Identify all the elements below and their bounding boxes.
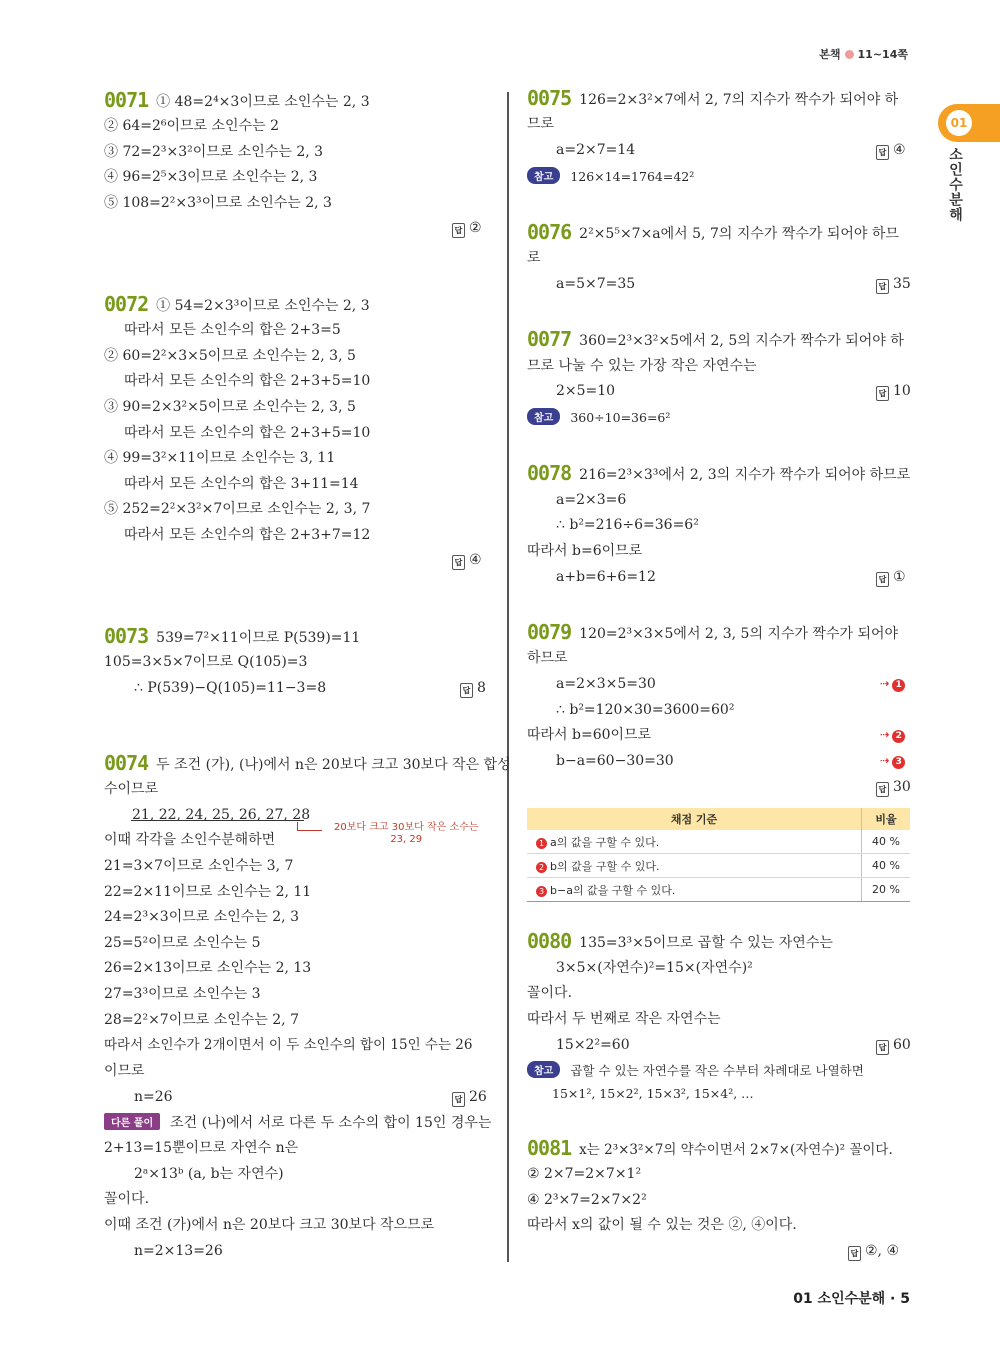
answer-icon: 답 <box>876 1040 889 1055</box>
line-text: ① 54=2×3³이므로 소인수는 2, 3 <box>156 298 370 314</box>
chapter-title: 소인수분해 <box>947 147 963 222</box>
header-pages: 11~14쪽 <box>857 48 908 61</box>
line-text: 두 조건 (가), (나)에서 n은 20보다 크고 30보다 작은 합성 <box>156 757 511 773</box>
problem-line <box>104 88 370 114</box>
page-number: 5 <box>900 1291 910 1307</box>
problem-line: ∴ b²=120×30=3600=60² <box>556 702 735 718</box>
header-book: 본책 <box>819 48 841 61</box>
criteria-text: a의 값을 구할 수 있다. <box>550 835 660 849</box>
problem-number: 0071 <box>104 88 149 112</box>
criteria-text: b의 값을 구할 수 있다. <box>550 859 660 873</box>
answer-value: ④ <box>469 552 482 568</box>
line-text: 126=2×3²×7에서 2, 7의 지수가 짝수가 되어야 하 <box>579 92 899 108</box>
answer-icon: 답 <box>848 1246 861 1261</box>
grading-header-ratio: 비율 <box>862 808 911 830</box>
line-text: x는 2³×3²×7의 약수이면서 2×7×(자연수)² 꼴이다. <box>579 1142 893 1158</box>
answer-icon: 답 <box>452 555 465 570</box>
step-number: 3 <box>536 886 547 897</box>
line-text: 360=2³×3²×5에서 2, 5의 지수가 짝수가 되어야 하 <box>579 333 904 349</box>
problem-line: 따라서 b=60이므로 <box>527 727 652 743</box>
problem-line: ∴ b²=216÷6=36=6² <box>556 517 699 533</box>
alt-solution-line: 이때 조건 (가)에서 n은 20보다 크고 30보다 작으므로 <box>104 1217 435 1233</box>
grading-row <box>527 878 910 902</box>
line-text: 539=7²×11이므로 P(539)=11 <box>156 630 361 646</box>
alt-solution-line: 꼴이다. <box>104 1191 150 1207</box>
note-badge: 참고 <box>527 167 560 184</box>
problem-number: 0077 <box>527 327 572 351</box>
grading-row <box>527 830 910 854</box>
criteria-text: b−a의 값을 구할 수 있다. <box>550 883 676 897</box>
arrow-icon: ⇢ <box>880 754 890 767</box>
problem-line: 이때 각각을 소인수분해하면 <box>104 832 276 848</box>
grading-header-criteria: 채점 기준 <box>527 808 862 830</box>
answer-value: ① <box>893 569 906 585</box>
problem-line: b−a=60−30=30 <box>556 753 674 769</box>
chapter-number: 01 <box>946 110 972 136</box>
note-text: 360÷10=36=6² <box>570 410 671 425</box>
answer-icon: 답 <box>876 572 889 587</box>
line-text: 216=2³×3³에서 2, 3의 지수가 짝수가 되어야 하므로 <box>579 467 911 483</box>
arrow-icon: ⇢ <box>880 728 890 741</box>
problem-line: a=2×7=14 <box>556 142 636 158</box>
dot-icon <box>845 50 854 59</box>
problem-line: 26=2×13이므로 소인수는 2, 13 <box>104 960 312 976</box>
problem-line: 3×5×(자연수)²=15×(자연수)² <box>556 960 753 976</box>
note-line <box>527 164 694 190</box>
answer-value: 10 <box>893 383 911 399</box>
problem-line: 따라서 소인수가 2개이면서 이 두 소인수의 합이 15인 수는 26 <box>104 1037 473 1053</box>
footer-separator: · <box>890 1291 896 1307</box>
answer-value: 26 <box>469 1089 487 1105</box>
note-badge: 참고 <box>527 408 560 425</box>
problem-line <box>527 461 910 487</box>
answer-value: 60 <box>893 1037 911 1053</box>
problem-line <box>527 929 833 955</box>
composite-list: 21, 22, 24, 25, 26, 27, 28 <box>132 807 311 823</box>
problem-line: 꼴이다. <box>527 985 573 1001</box>
problem-line: ② 60=2²×3×5이므로 소인수는 2, 3, 5 <box>104 348 356 364</box>
answer-value: 30 <box>893 779 911 795</box>
underline <box>131 820 304 821</box>
step-number: 2 <box>892 730 905 743</box>
problem-line: 15×2²=60 <box>556 1037 630 1053</box>
problem-line: 따라서 b=6이므로 <box>527 543 643 559</box>
problem-line: 하므로 <box>527 650 568 666</box>
problem-number: 0076 <box>527 220 572 244</box>
alt-solution-badge: 다른 풀이 <box>104 1113 160 1130</box>
problem-line: 따라서 모든 소인수의 합은 3+11=14 <box>124 476 359 492</box>
note-line: 15×1², 15×2², 15×3², 15×4², … <box>552 1086 754 1101</box>
answer <box>876 569 906 587</box>
problem-line <box>104 624 360 650</box>
problem-line: 수이므로 <box>104 781 159 797</box>
grading-row <box>527 854 910 878</box>
problem-line: 22=2×11이므로 소인수는 2, 11 <box>104 884 312 900</box>
problem-line: ② 2×7=2×7×1² <box>527 1166 642 1182</box>
alt-solution-line <box>104 1110 491 1136</box>
answer <box>876 142 906 160</box>
line-text: 2²×5⁵×7×a에서 5, 7의 지수가 짝수가 되어야 하므 <box>579 226 899 242</box>
problem-line: ② 64=2⁶이므로 소인수는 2 <box>104 118 279 134</box>
answer-value: ② <box>469 220 482 236</box>
answer <box>876 1037 911 1055</box>
problem-line: 24=2³×3이므로 소인수는 2, 3 <box>104 909 299 925</box>
problem-line <box>104 292 370 318</box>
step-marker-2 <box>880 728 905 743</box>
problem-line: 따라서 모든 소인수의 합은 2+3+7=12 <box>124 527 371 543</box>
note-badge: 참고 <box>527 1061 560 1078</box>
answer <box>876 779 911 797</box>
problem-line: 따라서 모든 소인수의 합은 2+3+5=10 <box>124 425 371 441</box>
answer <box>848 1243 899 1261</box>
problem-line <box>527 220 899 246</box>
chapter-tab[interactable] <box>938 104 1000 142</box>
alt-solution-line: n=2×13=26 <box>134 1243 223 1259</box>
grading-table <box>527 808 910 902</box>
answer <box>452 220 482 238</box>
problem-number: 0074 <box>104 751 149 775</box>
line-text: 조건 (나)에서 서로 다른 두 소수의 합이 15인 경우는 <box>170 1115 492 1131</box>
problem-line: 로 <box>527 250 541 266</box>
answer-icon: 답 <box>876 279 889 294</box>
problem-line: 므로 <box>527 116 555 132</box>
problem-line: ⑤ 108=2²×3³이므로 소인수는 2, 3 <box>104 195 332 211</box>
answer-icon: 답 <box>452 1092 465 1107</box>
step-number: 3 <box>892 756 905 769</box>
step-number: 1 <box>892 679 905 692</box>
problem-line: 25=5²이므로 소인수는 5 <box>104 935 261 951</box>
problem-line <box>527 1136 893 1162</box>
problem-line: 105=3×5×7이므로 Q(105)=3 <box>104 654 308 670</box>
line-text: 120=2³×3×5에서 2, 3, 5의 지수가 짝수가 되어야 <box>579 626 899 642</box>
step-number: 1 <box>536 838 547 849</box>
arrow-icon: ⇢ <box>880 677 890 690</box>
problem-line: a=2×3×5=30 <box>556 676 656 692</box>
answer <box>452 1089 487 1107</box>
line-text: ① 48=2⁴×3이므로 소인수는 2, 3 <box>156 94 370 110</box>
problem-line: n=26 <box>134 1089 173 1105</box>
answer-icon: 답 <box>876 782 889 797</box>
step-number: 2 <box>536 862 547 873</box>
annotation-connector <box>297 822 322 831</box>
page-header <box>819 46 908 62</box>
problem-line: 27=3³이므로 소인수는 3 <box>104 986 261 1002</box>
problem-number: 0072 <box>104 292 149 316</box>
ratio-value: 20 % <box>862 878 911 902</box>
problem-line: 따라서 모든 소인수의 합은 2+3=5 <box>124 322 341 338</box>
answer-icon: 답 <box>876 386 889 401</box>
alt-solution-line: 2+13=15뿐이므로 자연수 n은 <box>104 1140 299 1156</box>
problem-line: 28=2²×7이므로 소인수는 2, 7 <box>104 1012 299 1028</box>
problem-line: ③ 72=2³×3²이므로 소인수는 2, 3 <box>104 144 324 160</box>
problem-number: 0080 <box>527 929 572 953</box>
problem-line <box>104 751 511 777</box>
problem-line: a=2×3=6 <box>556 492 627 508</box>
problem-line: 므로 나눌 수 있는 가장 작은 자연수는 <box>527 358 757 374</box>
problem-number: 0075 <box>527 86 572 110</box>
footer-chapter: 01 소인수분해 <box>793 1291 886 1307</box>
note-text: 126×14=1764=42² <box>570 169 695 184</box>
annotation-line: 20보다 크고 30보다 작은 소수는 <box>334 822 479 833</box>
answer-icon: 답 <box>876 145 889 160</box>
problem-line: a=5×7=35 <box>556 276 636 292</box>
problem-line: 21=3×7이므로 소인수는 3, 7 <box>104 858 294 874</box>
problem-line: ⑤ 252=2²×3²×7이므로 소인수는 2, 3, 7 <box>104 501 371 517</box>
answer <box>460 680 486 698</box>
annotation <box>334 822 478 846</box>
alt-solution-line: 2ᵃ×13ᵇ (a, b는 자연수) <box>134 1166 284 1182</box>
ratio-value: 40 % <box>862 830 911 854</box>
problem-number: 0073 <box>104 624 149 648</box>
problem-line <box>527 86 898 112</box>
problem-line <box>527 327 904 353</box>
note-line <box>527 405 670 431</box>
problem-line: ③ 90=2×3²×5이므로 소인수는 2, 3, 5 <box>104 399 356 415</box>
column-divider <box>507 92 509 1262</box>
problem-line: ④ 99=3²×11이므로 소인수는 3, 11 <box>104 450 336 466</box>
problem-number: 0078 <box>527 461 572 485</box>
problem-line: ∴ P(539)−Q(105)=11−3=8 <box>134 680 327 696</box>
annotation-line: 23, 29 <box>390 834 423 845</box>
answer <box>876 276 911 294</box>
note-text: 곱할 수 있는 자연수를 작은 수부터 차례대로 나열하면 <box>570 1063 864 1078</box>
answer-icon: 답 <box>460 683 473 698</box>
ratio-value: 40 % <box>862 854 911 878</box>
line-text: 135=3³×5이므로 곱할 수 있는 자연수는 <box>579 935 833 951</box>
problem-line <box>527 620 898 646</box>
answer <box>876 383 911 401</box>
problem-line: 이므로 <box>104 1063 145 1079</box>
problem-line: a+b=6+6=12 <box>556 569 656 585</box>
page-footer <box>793 1288 910 1308</box>
problem-number: 0079 <box>527 620 572 644</box>
answer-value: ②, ④ <box>865 1243 900 1259</box>
problem-number: 0081 <box>527 1136 572 1160</box>
problem-line: 따라서 두 번째로 작은 자연수는 <box>527 1011 721 1027</box>
answer-icon: 답 <box>452 223 465 238</box>
problem-line: 따라서 모든 소인수의 합은 2+3+5=10 <box>124 373 371 389</box>
answer-value: ④ <box>893 142 906 158</box>
step-marker-3 <box>880 754 905 769</box>
answer-value: 35 <box>893 276 911 292</box>
problem-line: ④ 2³×7=2×7×2² <box>527 1192 647 1208</box>
answer <box>452 552 482 570</box>
step-marker-1 <box>880 677 905 692</box>
problem-line: 따라서 x의 값이 될 수 있는 것은 ②, ④이다. <box>527 1217 797 1233</box>
answer-value: 8 <box>477 680 486 696</box>
problem-line: 2×5=10 <box>556 383 616 399</box>
problem-line: ④ 96=2⁵×3이므로 소인수는 2, 3 <box>104 169 318 185</box>
